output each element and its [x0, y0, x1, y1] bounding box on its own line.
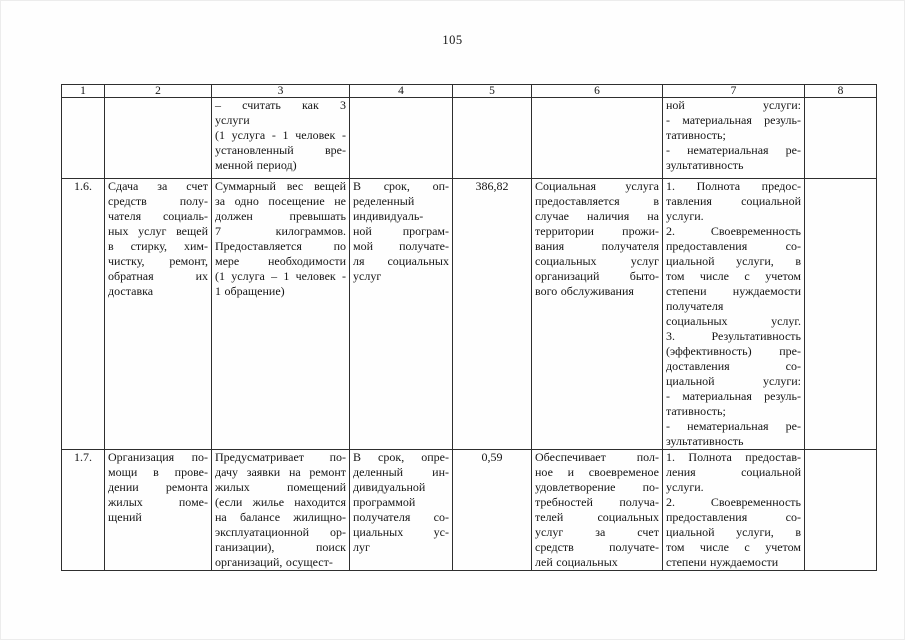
table-cell-line: – считать как 3: [215, 98, 346, 112]
table-cell-line: жилых помещений: [215, 480, 346, 494]
table-cell-line: зультативность: [666, 158, 744, 172]
table-cell-line: степени нуждаемости: [666, 555, 779, 569]
table-cell-line: ления социальной: [666, 465, 801, 479]
table-cell-line: Суммарный вес вещей: [215, 179, 346, 193]
table-row-1.6: [62, 179, 877, 450]
table-cell-line: циальной услуги, в: [666, 525, 801, 539]
table-cell-line: степени нуждаемости: [666, 284, 801, 298]
table-cell-line: зультативность: [666, 434, 744, 448]
table-cell-line: в стирку, хим-: [108, 239, 208, 253]
table-cell-line: В срок, опре-: [353, 450, 449, 464]
table-cell-line: том числе с учетом: [666, 269, 801, 283]
table-cell-line: средств получате-: [535, 540, 659, 554]
table-cell-line: циальных ус-: [353, 525, 449, 539]
table-cell-line: чателя социаль-: [108, 209, 208, 223]
table-cell-line: индивидуаль-: [353, 209, 424, 223]
page-number: 105: [442, 33, 463, 47]
table-cell-line: предоставляется в: [535, 194, 659, 208]
table-cell-line: (1 услуга - 1 человек -: [215, 128, 346, 142]
table-cell-line: Обеспечивает пол-: [535, 450, 659, 464]
column-header: 3: [212, 85, 350, 98]
table-cell-line: предоставления со-: [666, 239, 801, 253]
table-cell: [805, 179, 877, 450]
table-cell-line: - материальная резуль-: [666, 389, 801, 403]
table-cell-line: циальной услуги:: [666, 374, 801, 388]
table-cell-line: Предоставляется по: [215, 239, 346, 253]
table-cell-line: на балансе жилищно-: [215, 510, 346, 524]
table-cell-line: жилых поме-: [108, 495, 208, 509]
table-cell-line: дачу заявки на ремонт: [215, 465, 346, 479]
table-cell-line: луг: [353, 540, 370, 554]
table-cell-line: Организация по-: [108, 450, 208, 464]
table-cell: [62, 98, 105, 179]
table-body: [62, 98, 877, 571]
column-header: 2: [105, 85, 212, 98]
column-header: 4: [350, 85, 453, 98]
table-cell-line: Сдача за счет: [108, 179, 208, 193]
table-cell-line: доставления со-: [666, 359, 801, 373]
table-cell-line: получателя со-: [353, 510, 449, 524]
table-cell-line: доставка: [108, 284, 154, 298]
table-cell: [350, 450, 453, 571]
column-header: 5: [453, 85, 532, 98]
table-cell: 386,82: [453, 179, 532, 450]
table-cell-line: Предусматривает по-: [215, 450, 346, 464]
table-cell-line: 2. Своевременность: [666, 495, 801, 509]
table-cell-line: организаций, осущест-: [215, 555, 333, 569]
table-cell-line: - нематериальная ре-: [666, 143, 801, 157]
table-header-row: [62, 85, 877, 98]
column-header: 7: [663, 85, 805, 98]
table-cell-line: том числе с учетом: [666, 540, 801, 554]
table-cell: [805, 98, 877, 179]
table-cell-line: установленный вре-: [215, 143, 346, 157]
table-cell-line: 7 килограммов.: [215, 224, 346, 238]
table-cell-line: мощи в прове-: [108, 465, 208, 479]
column-header: 1: [62, 85, 105, 98]
table-cell-line: организаций быто-: [535, 269, 659, 283]
table-cell: [532, 450, 663, 571]
table-cell-line: циальной услуги, в: [666, 254, 801, 268]
table-cell-line: тативность;: [666, 404, 726, 418]
table-cell-line: услуг: [353, 269, 382, 283]
table-cell-line: мере необходимости: [215, 254, 346, 268]
table-cell-line: ное и своевременое: [535, 465, 659, 479]
table-cell: [105, 98, 212, 179]
table-cell: [212, 179, 350, 450]
table-cell-line: вого обслуживания: [535, 284, 634, 298]
table-cell-line: средств полу-: [108, 194, 208, 208]
table-cell-line: случае наличия на: [535, 209, 659, 223]
table-cell-line: ной услуги:: [666, 98, 801, 112]
table-cell-line: обратная их: [108, 269, 208, 283]
table-cell-line: ной програм-: [353, 224, 449, 238]
table-cell-line: ганизации), поиск: [215, 540, 346, 554]
table-cell: [212, 450, 350, 571]
table-cell-line: дении ремонта: [108, 480, 208, 494]
table-cell-line: 3. Результативность: [666, 329, 801, 343]
table-cell: [105, 179, 212, 450]
table-cell: [663, 179, 805, 450]
table-cell: [350, 179, 453, 450]
table-cell-line: (если жилье находится: [215, 495, 346, 509]
table-cell-line: (1 услуга – 1 человек -: [215, 269, 346, 283]
table-cell-line: вания получателя: [535, 239, 659, 253]
table-cell-line: деленный ин-: [353, 465, 449, 479]
table-row-carryover: [62, 98, 877, 179]
table-cell: [212, 98, 350, 179]
table-cell-line: мой получате-: [353, 239, 449, 253]
table-cell-line: чистку, ремонт,: [108, 254, 208, 268]
column-header: 6: [532, 85, 663, 98]
table-cell-line: В срок, оп-: [353, 179, 449, 193]
table-cell: [805, 450, 877, 571]
table-cell: [453, 98, 532, 179]
table-cell-line: ределенный: [353, 194, 415, 208]
table-cell: 1.6.: [62, 179, 105, 450]
table-row-1.7: [62, 450, 877, 571]
table-cell-line: территории прожи-: [535, 224, 659, 238]
table-cell-line: щений: [108, 510, 142, 524]
table-cell-line: услуги: [215, 113, 250, 127]
table-cell-line: ля социальных: [353, 254, 449, 268]
table-header: [62, 85, 877, 98]
table-cell-line: услуг за счет: [535, 525, 659, 539]
table-cell-line: 1 обращение): [215, 284, 285, 298]
table-cell-line: 2. Своевременность: [666, 224, 801, 238]
table-cell-line: Социальная услуга: [535, 179, 659, 193]
table-cell-line: 1. Полнота предос-: [666, 179, 801, 193]
table-cell: 0,59: [453, 450, 532, 571]
column-header: 8: [805, 85, 877, 98]
table-cell: [532, 179, 663, 450]
table-cell-line: тавления социальной: [666, 194, 801, 208]
table-cell-line: дивидуальной: [353, 480, 426, 494]
table-cell-line: удовлетворение по-: [535, 480, 659, 494]
table-cell: [663, 98, 805, 179]
table-cell-line: (эффективность) пре-: [666, 344, 801, 358]
table-cell-line: требностей получа-: [535, 495, 659, 509]
table-cell-line: услуги.: [666, 209, 704, 223]
table-cell: [532, 98, 663, 179]
table-cell-line: - нематериальная ре-: [666, 419, 801, 433]
table-cell-line: программой: [353, 495, 416, 509]
table-cell-line: ных услуг вещей: [108, 224, 208, 238]
table-cell-line: 1. Полнота предостав-: [666, 450, 801, 464]
table-cell-line: за одно посещение не: [215, 194, 346, 208]
table-cell-line: услуги.: [666, 480, 704, 494]
table-cell-line: тативность;: [666, 128, 726, 142]
table-cell-line: лей социальных: [535, 555, 618, 569]
table-cell: 1.7.: [62, 450, 105, 571]
table-cell-line: получателя: [666, 299, 724, 313]
table-cell-line: телей социальных: [535, 510, 659, 524]
table-cell-line: социальных услуг.: [666, 314, 801, 328]
table-cell-line: эксплуатационной ор-: [215, 525, 346, 539]
table-cell-line: - материальная резуль-: [666, 113, 801, 127]
services-table: [61, 84, 877, 571]
table-cell: [105, 450, 212, 571]
table-cell-line: должен превышать: [215, 209, 346, 223]
table-cell-line: предоставления со-: [666, 510, 801, 524]
table-cell-line: социальных услуг: [535, 254, 659, 268]
table-cell-line: менной период): [215, 158, 297, 172]
table-cell: [350, 98, 453, 179]
table-cell: [663, 450, 805, 571]
